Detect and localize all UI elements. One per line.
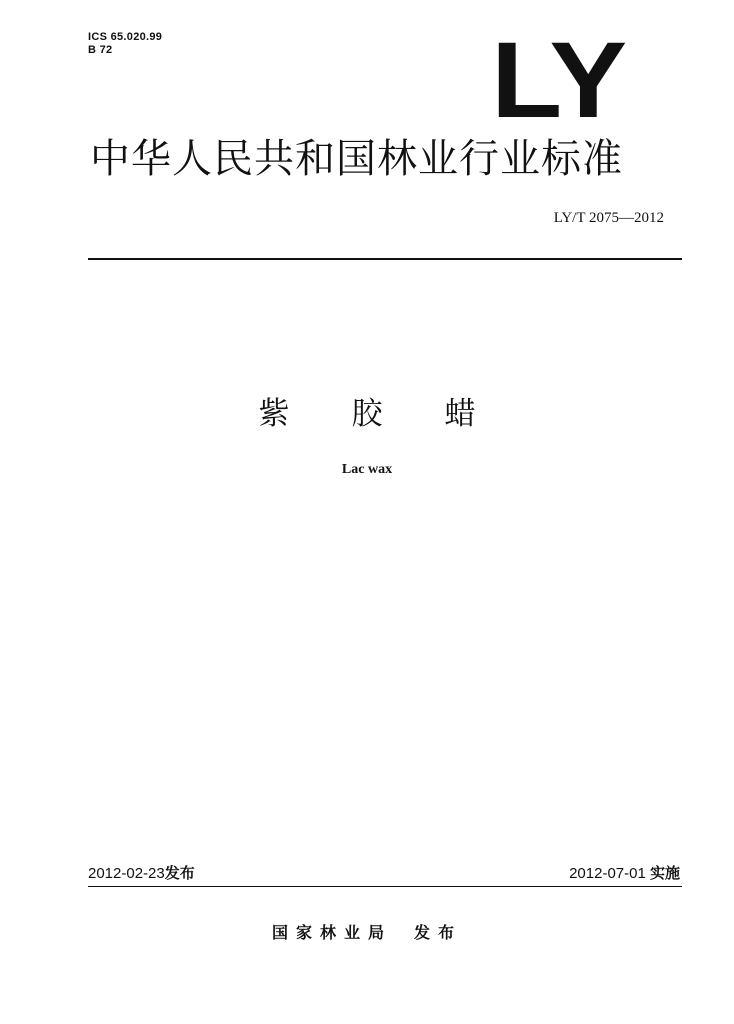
bottom-divider bbox=[88, 886, 682, 887]
issuer-line bbox=[0, 923, 734, 943]
standard-number: LY/T 2075—2012 bbox=[553, 210, 664, 226]
ics-code: ICS 65.020.99 bbox=[88, 31, 163, 43]
effective-date: 2012-07-01 bbox=[569, 865, 646, 882]
effective-date-line bbox=[569, 864, 680, 883]
issue-date: 2012-02-23 bbox=[88, 865, 165, 882]
ccs-code: B 72 bbox=[88, 44, 113, 56]
ly-logo: LY bbox=[491, 19, 626, 140]
classification-codes bbox=[88, 31, 162, 57]
document-title-english: Lac wax bbox=[341, 462, 393, 477]
effective-label: 实施 bbox=[649, 864, 680, 882]
document-title-chinese: 紫胶蜡 bbox=[258, 396, 538, 432]
standard-category-title: 中华人民共和国林业行业标准 bbox=[90, 136, 623, 182]
issue-label: 发布 bbox=[164, 864, 195, 882]
top-divider bbox=[88, 258, 682, 260]
issuer-action: 发布 bbox=[414, 923, 463, 942]
issue-date-line bbox=[88, 864, 195, 883]
issuing-organization: 国家林业局 bbox=[271, 923, 392, 942]
